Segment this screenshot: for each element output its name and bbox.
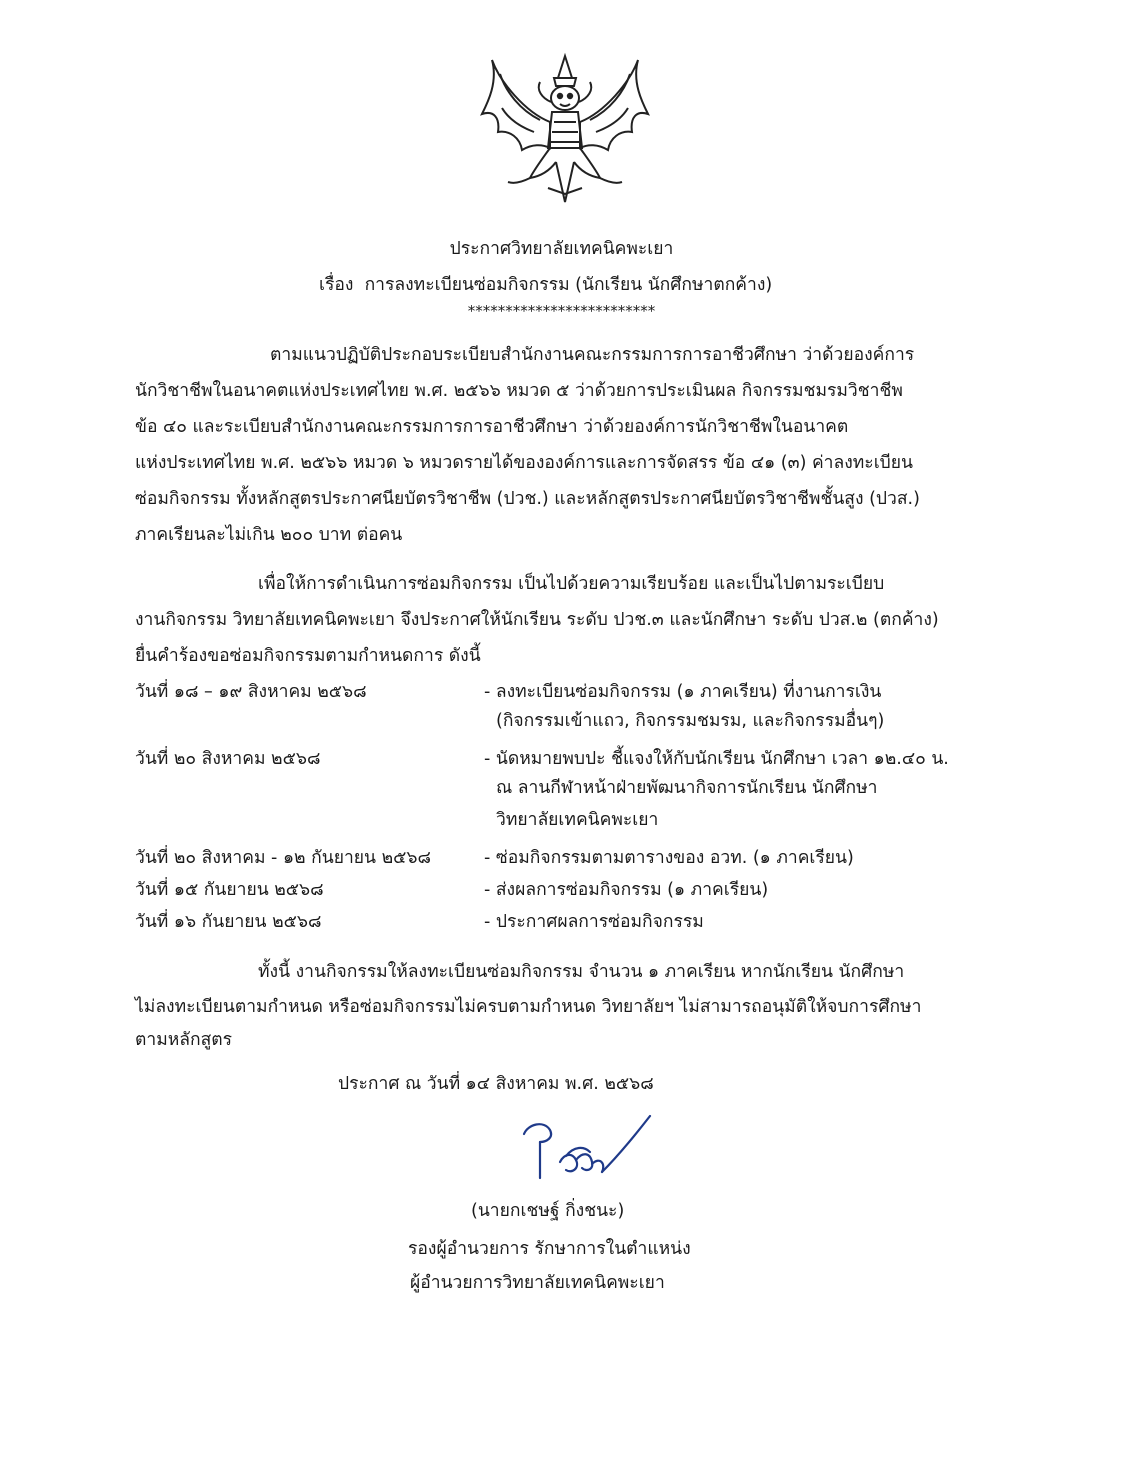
schedule-activity-1b: (กิจกรรมเข้าแถว, กิจกรรมชมรม, และกิจกรรมอื่นๆ): [496, 711, 885, 731]
para1-line-3: ข้อ ๔๐ และระเบียบสำนักงานคณะกรรมการการอาชีวศึกษา ว่าด้วยองค์การนักวิชาชีพในอนาคต: [135, 417, 849, 437]
signer-name: (นายกเชษฐ์ กิ่งชนะ): [471, 1201, 625, 1221]
schedule-date-1: วันที่ ๑๘ – ๑๙ สิงหาคม ๒๕๖๘: [135, 682, 367, 702]
separator: *************************: [467, 302, 656, 320]
schedule-date-3: วันที่ ๒๐ สิงหาคม - ๑๒ กันยายน ๒๕๖๘: [135, 848, 431, 868]
schedule-date-2: วันที่ ๒๐ สิงหาคม ๒๕๖๘: [135, 749, 321, 769]
para2-line-3: ยื่นคำร้องขอซ่อมกิจกรรมตามกำหนดการ ดังนี้: [135, 646, 481, 666]
para3-line-2: ไม่ลงทะเบียนตามกำหนด หรือซ่อมกิจกรรมไม่ครบตามกำหนด วิทยาลัยฯ ไม่สามารถอนุมัติให้จบการศึกษา: [135, 997, 922, 1017]
para1-line-4: แห่งประเทศไทย พ.ศ. ๒๕๖๖ หมวด ๖ หมวดรายได้ขององค์การและการจัดสรร ข้อ ๔๑ (๓) ค่าลงทะเบียน: [135, 453, 914, 473]
schedule-activity-3: - ซ่อมกิจกรรมตามตารางของ อวท. (๑ ภาคเรียน): [484, 848, 854, 868]
signature-image: [510, 1112, 660, 1190]
schedule-activity-4: - ส่งผลการซ่อมกิจกรรม (๑ ภาคเรียน): [484, 880, 769, 900]
schedule-date-4: วันที่ ๑๕ กันยายน ๒๕๖๘: [135, 880, 324, 900]
para2-line-2: งานกิจกรรม วิทยาลัยเทคนิคพะเยา จึงประกาศให้นักเรียน ระดับ ปวช.๓ และนักศึกษา ระดับ ปวส.๒ (ตกค้าง): [135, 610, 939, 630]
subject-label: เรื่อง: [319, 275, 354, 295]
signer-position-1: รองผู้อำนวยการ รักษาการในตำแหน่ง: [408, 1239, 691, 1259]
schedule-date-5: วันที่ ๑๖ กันยายน ๒๕๖๘: [135, 912, 322, 932]
signer-position-2: ผู้อำนวยการวิทยาลัยเทคนิคพะเยา: [410, 1273, 665, 1293]
schedule-activity-2b: ณ ลานกีฬาหน้าฝ่ายพัฒนากิจการนักเรียน นักศึกษา: [496, 778, 878, 798]
para1-line-5: ซ่อมกิจกรรม ทั้งหลักสูตรประกาศนียบัตรวิชาชีพ (ปวช.) และหลักสูตรประกาศนียบัตรวิชาชีพชั้นสูง (ปวส.): [135, 489, 920, 509]
announce-date: ประกาศ ณ วันที่ ๑๔ สิงหาคม พ.ศ. ๒๕๖๘: [338, 1074, 654, 1094]
schedule-activity-5: - ประกาศผลการซ่อมกิจกรรม: [484, 912, 704, 932]
subject-line: [319, 273, 772, 297]
para3-line-1: ทั้งนี้ งานกิจกรรมให้ลงทะเบียนซ่อมกิจกรรม จำนวน ๑ ภาคเรียน หากนักเรียน นักศึกษา: [258, 962, 905, 982]
para1-line-2: นักวิชาชีพในอนาคตแห่งประเทศไทย พ.ศ. ๒๕๖๖ หมวด ๕ ว่าด้วยการประเมินผล กิจกรรมชมรมวิชาชีพ: [135, 381, 903, 401]
document-title: ประกาศวิทยาลัยเทคนิคพะเยา: [449, 239, 674, 259]
subject-text: การลงทะเบียนซ่อมกิจกรรม (นักเรียน นักศึกษาตกค้าง): [364, 275, 773, 295]
schedule-activity-2a: - นัดหมายพบปะ ชี้แจงให้กับนักเรียน นักศึกษา เวลา ๑๒.๔๐ น.: [484, 749, 949, 769]
para2-line-1: เพื่อให้การดำเนินการซ่อมกิจกรรม เป็นไปด้วยความเรียบร้อย และเป็นไปตามระเบียบ: [258, 574, 885, 594]
schedule-activity-2c: วิทยาลัยเทคนิคพะเยา: [496, 810, 659, 830]
schedule-activity-1a: - ลงทะเบียนซ่อมกิจกรรม (๑ ภาคเรียน) ที่งานการเงิน: [484, 682, 882, 702]
garuda-emblem-icon: [470, 52, 660, 210]
para1-line-1: ตามแนวปฏิบัติประกอบระเบียบสำนักงานคณะกรรมการการอาชีวศึกษา ว่าด้วยองค์การ: [270, 345, 915, 365]
para3-line-3: ตามหลักสูตร: [135, 1030, 233, 1050]
para1-line-6: ภาคเรียนละไม่เกิน ๒๐๐ บาท ต่อคน: [135, 525, 403, 545]
